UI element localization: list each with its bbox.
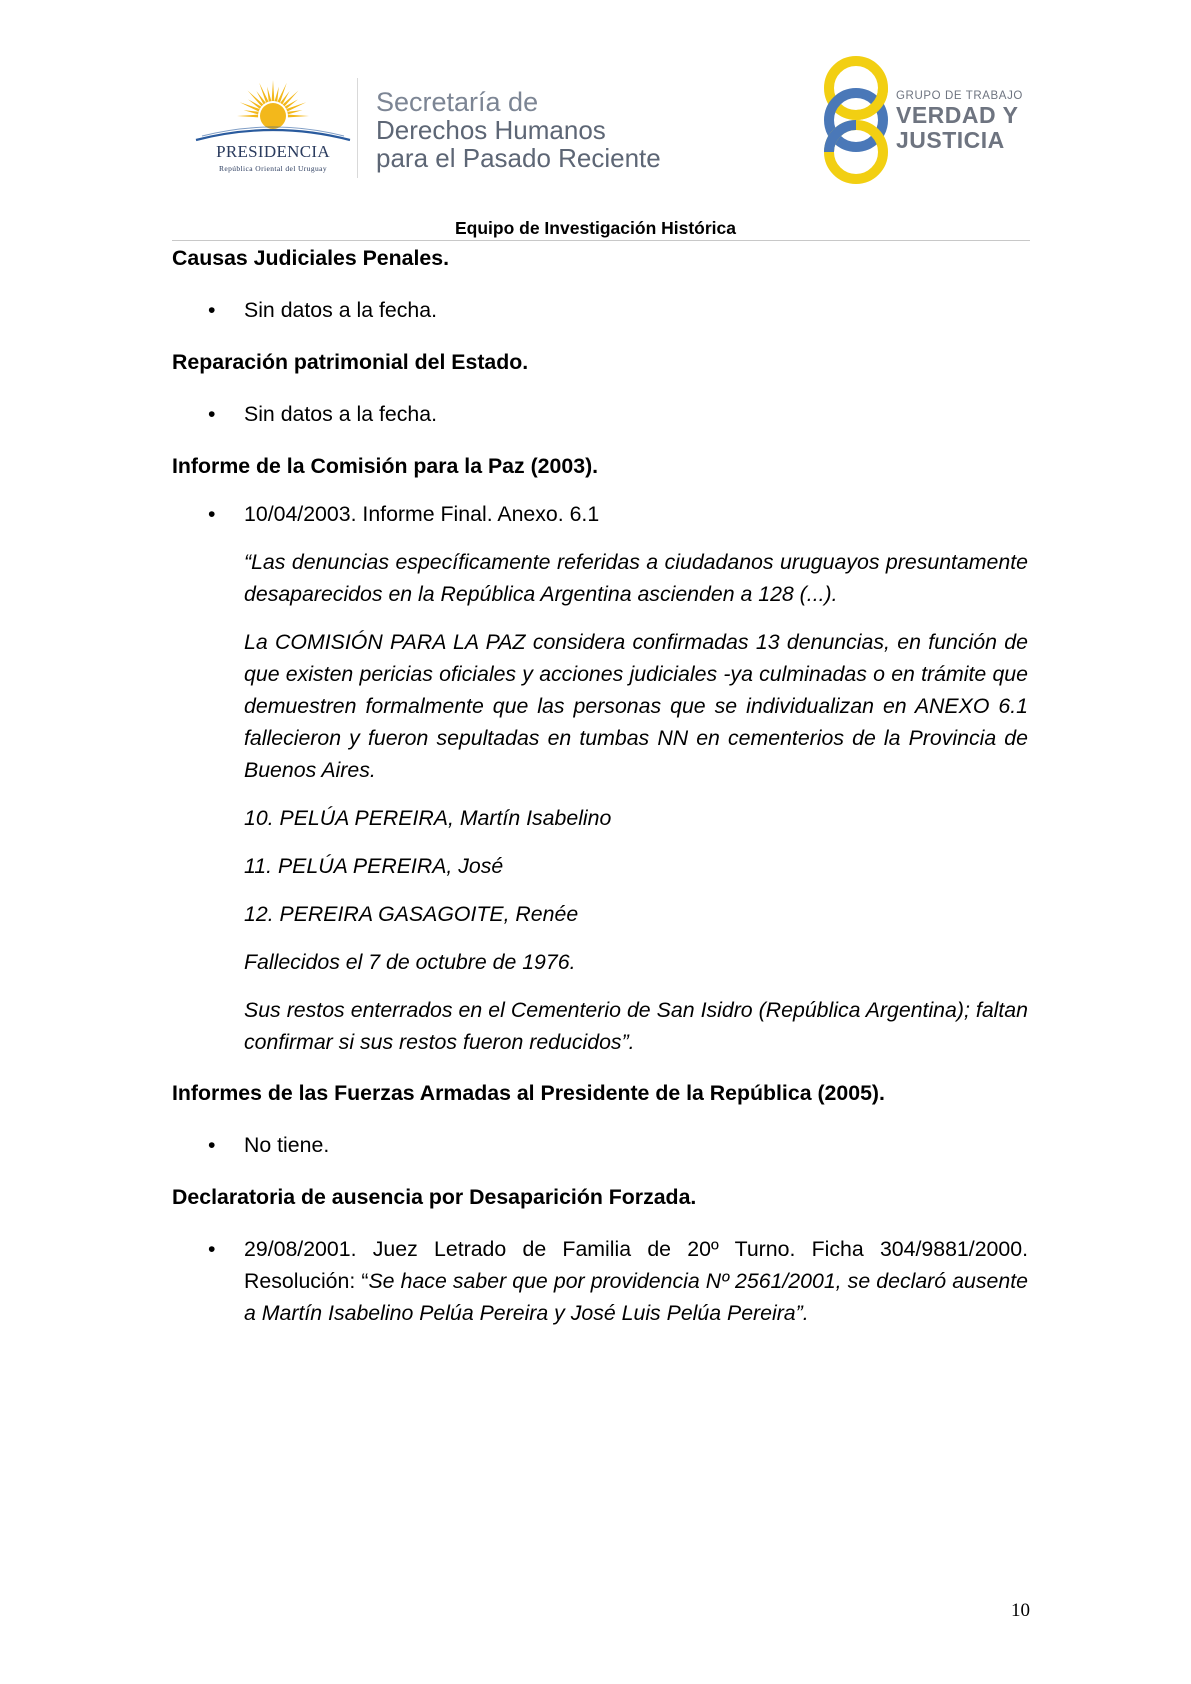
- secretaria-line-1: Secretaría de: [376, 87, 539, 117]
- presidencia-logo: [192, 78, 354, 178]
- bullet-icon: •: [208, 1133, 216, 1157]
- declaratoria-plain: 29/08/2001. Juez Letrado de Familia de 20º Turno. Ficha 304/9881/2000. Resolución: “: [244, 1237, 1028, 1293]
- page-number: 10: [1011, 1600, 1030, 1621]
- bullet-text: 10/04/2003. Informe Final. Anexo. 6.1: [244, 502, 600, 526]
- list-item: [172, 398, 1028, 430]
- heading-informe-paz: Informe de la Comisión para la Paz (2003).: [172, 454, 599, 478]
- bullet-icon: •: [208, 402, 216, 426]
- sun-ray: [237, 115, 258, 118]
- heading-fuerzas-armadas: Informes de las Fuerzas Armadas al Presidente de la República (2005).: [172, 1081, 885, 1105]
- secretaria-line-2: Derechos Humanos: [376, 115, 606, 145]
- heading-reparacion: Reparación patrimonial del Estado.: [172, 350, 529, 374]
- verdad-y-label: VERDAD Y: [896, 102, 1019, 128]
- bullet-text: Sin datos a la fecha.: [244, 402, 437, 426]
- name-item: 10. PELÚA PEREIRA, Martín Isabelino: [244, 806, 612, 830]
- sun-ray: [277, 83, 286, 103]
- heading-declaratoria: Declaratoria de ausencia por Desaparición Forzada.: [172, 1185, 697, 1209]
- document-body: [172, 242, 1028, 1329]
- sun-ray: [259, 83, 268, 103]
- quote-paragraph-1: “Las denuncias específicamente referidas a ciudadanos uruguayos presuntamente desaparecidos en la República Argentina ascienden a 128 (...).: [244, 550, 1028, 606]
- bullet-icon: •: [208, 298, 216, 322]
- bullet-text: No tiene.: [244, 1133, 330, 1157]
- fallecidos-line: Fallecidos el 7 de octubre de 1976.: [244, 950, 576, 974]
- name-item: 11. PELÚA PEREIRA, José: [244, 854, 504, 878]
- declaratoria-italic: Se hace saber que por providencia Nº 2561/2001, se declaró ausente a Martín Isabelino Pelúa Pereira y José Luis Pelúa Pereira”.: [244, 1269, 1028, 1325]
- verdad-justicia-logo: [820, 56, 1040, 184]
- list-item: [172, 498, 1028, 530]
- equipo-title: Equipo de Investigación Histórica: [454, 218, 737, 238]
- verdad-justicia-wordmark: [896, 90, 1023, 153]
- name-item: 12. PEREIRA GASAGOITE, Renée: [244, 902, 579, 926]
- grupo-de-trabajo-label: GRUPO DE TRABAJO: [896, 90, 1023, 102]
- header-divider: [357, 78, 358, 178]
- sun-ray: [287, 110, 302, 114]
- sun-ray: [244, 110, 259, 114]
- header-rule: [172, 240, 1030, 241]
- presidencia-name: PRESIDENCIA: [216, 142, 330, 161]
- sun-ray: [240, 102, 260, 111]
- sun-ray: [286, 102, 306, 111]
- sun-emblem-icon: [192, 78, 354, 144]
- restos-paragraph: Sus restos enterrados en el Cementerio de San Isidro (República Argentina); faltan confirmar si sus restos fueron reducidos”.: [244, 998, 1028, 1054]
- secretaria-logotype: [376, 88, 661, 172]
- declaratoria-text: [244, 1233, 1028, 1329]
- secretaria-line-3: para el Pasado Reciente: [376, 143, 661, 173]
- list-item: [172, 1233, 1028, 1329]
- heading-causas: Causas Judiciales Penales.: [172, 246, 450, 270]
- bullet-icon: •: [208, 1237, 216, 1261]
- quote-block: [172, 546, 1028, 1058]
- sun-ray: [288, 115, 309, 118]
- justicia-label: JUSTICIA: [896, 127, 1005, 153]
- sun-ray: [272, 80, 275, 101]
- bullet-text: Sin datos a la fecha.: [244, 298, 437, 322]
- sun-ray: [267, 87, 271, 102]
- list-item: [172, 1129, 1028, 1161]
- presidencia-subtitle: República Oriental del Uruguay: [218, 164, 327, 173]
- bullet-icon: •: [208, 502, 216, 526]
- list-item: [172, 294, 1028, 326]
- linked-rings-icon: [820, 56, 900, 184]
- sun-ray: [275, 87, 279, 102]
- quote-paragraph-2: La COMISIÓN PARA LA PAZ considera confirmadas 13 denuncias, en función de que existen pericias oficiales y acciones judiciales -ya culminadas o en trámite que demuestren formalmente que las personas que se individualizan en ANEXO 6.1 fallecieron y fueron sepultadas en tumbas NN en cementerios de la Provincia de Buenos Aires.: [244, 630, 1028, 782]
